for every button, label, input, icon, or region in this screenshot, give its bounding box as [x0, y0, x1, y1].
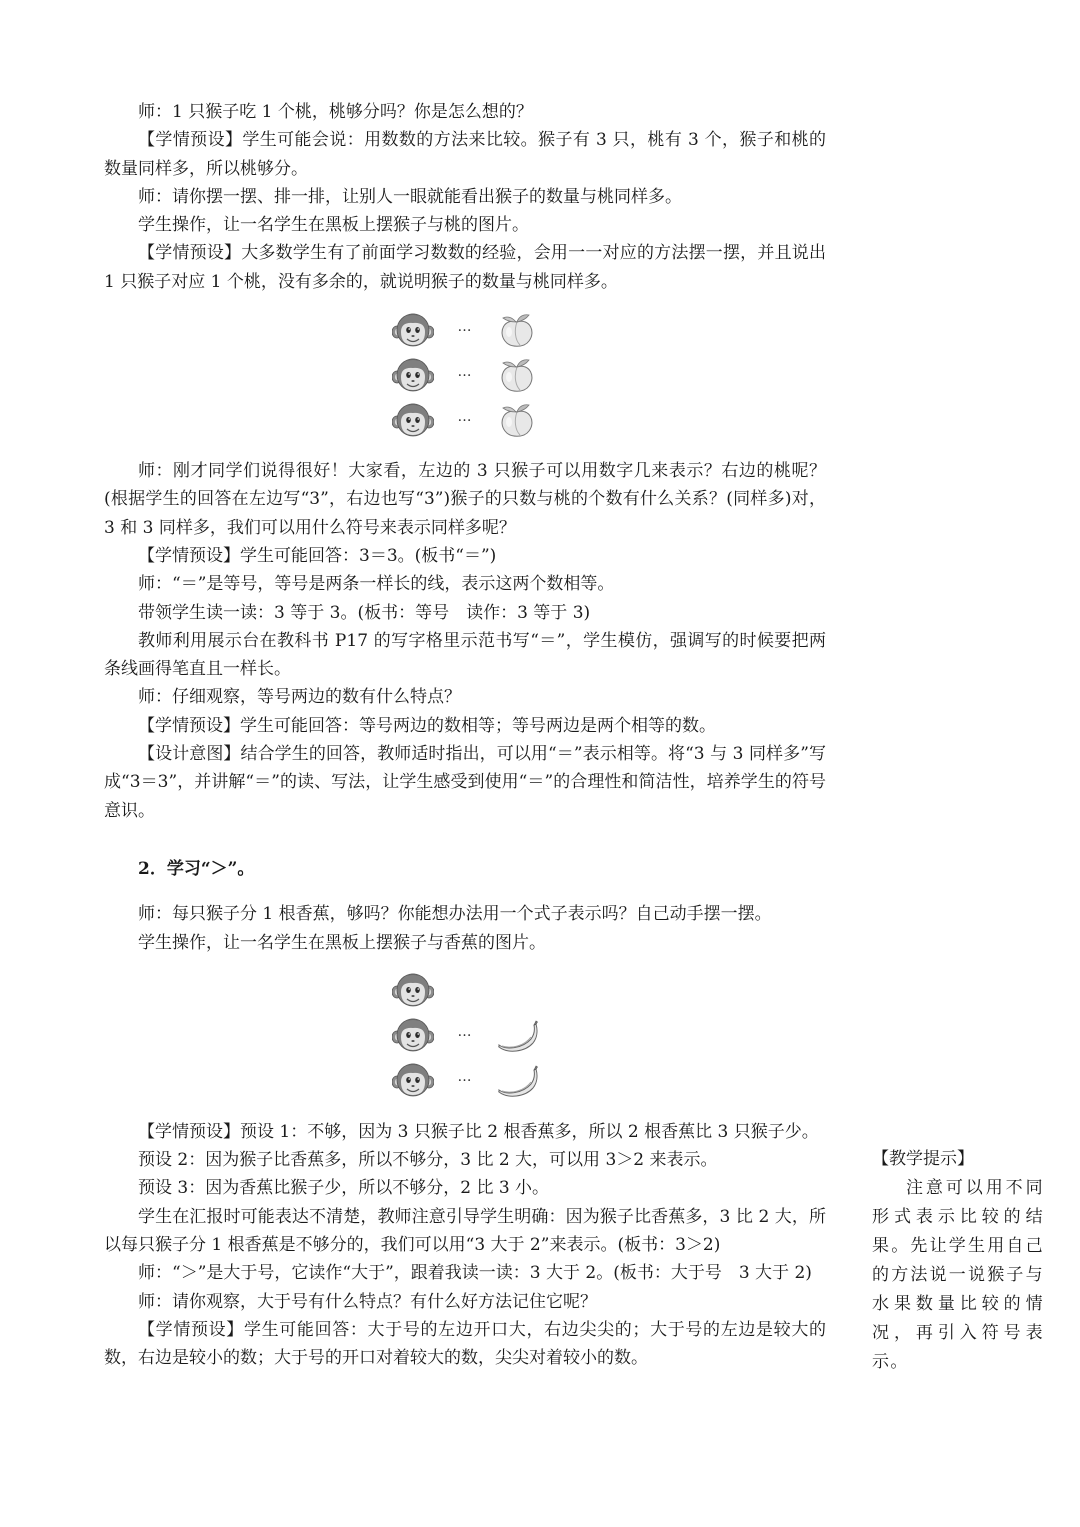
- paragraph: 师：1 只猴子吃 1 个桃，桃够分吗？你是怎么想的？: [138, 102, 533, 122]
- ellipsis: …: [457, 363, 473, 380]
- figure-monkeys-bananas: [104, 969, 826, 1104]
- paragraph: 【学情预设】学生可能回答：3＝3。(板书“＝”): [138, 545, 497, 566]
- figure-row: [104, 969, 826, 1014]
- paragraph: 【学情预设】学生可能回答：大于号的左边开口大，右边尖尖的；大于号的左边是较大的数，右边是较小的数；大于号的开口对着较大的数，尖尖对着较小的数。: [104, 1319, 826, 1369]
- peach-icon: [496, 400, 538, 442]
- monkey-icon: [392, 1015, 434, 1057]
- paragraph: 【设计意图】结合学生的回答，教师适时指出，可以用“＝”表示相等。将“3 与 3 同样多”写成“3＝3”，并讲解“＝”的读、写法，让学生感受到使用“＝”的合理性和简洁性，培养学生的符号意识。: [104, 744, 826, 821]
- paragraph: 师：仔细观察，等号两边的数有什么特点？: [138, 687, 461, 708]
- figure-row: [104, 353, 826, 398]
- paragraph: 师：刚才同学们说得很好！大家看，左边的 3 只猴子可以用数字几来表示？右边的桃呢？(根据学生的回答在左边写“3”，右边也写“3”)猴子的只数与桃的个数有什么关系？(同样多)对，3 和 3 同样多，我们可以用什么符号来表示同样多呢？: [104, 461, 826, 538]
- paragraph: 【学情预设】预设 1：不够，因为 3 只猴子比 2 根香蕉多，所以 2 根香蕉比 3 只猴子少。: [138, 1121, 819, 1142]
- banana-icon: [496, 1060, 538, 1102]
- figure-row: [104, 1014, 826, 1059]
- paragraph: 带领学生读一读：3 等于 3。(板书：等号 读作：3 等于 3): [138, 602, 591, 623]
- teaching-tip-sidebar: [872, 1145, 1044, 1377]
- peach-icon: [496, 355, 538, 397]
- figure-monkeys-peaches: [104, 308, 826, 443]
- monkey-icon: [392, 970, 434, 1012]
- monkey-icon: [392, 400, 434, 442]
- monkey-icon: [392, 310, 434, 352]
- section-heading: 2．学习“＞”。: [138, 858, 255, 879]
- monkey-icon: [392, 355, 434, 397]
- ellipsis: …: [457, 408, 473, 425]
- paragraph: 【学情预设】学生可能会说：用数数的方法来比较。猴子有 3 只，桃有 3 个，猴子和桃的数量同样多，所以桃够分。: [104, 130, 826, 179]
- figure-row: [104, 1059, 826, 1104]
- empty-slot: [496, 970, 538, 1012]
- sidebar-title: 【教学提示】: [872, 1149, 974, 1169]
- ellipsis: …: [457, 1069, 473, 1086]
- paragraph: 学生在汇报时可能表达不清楚，教师注意引导学生明确：因为猴子比香蕉多，3 比 2 大，所以每只猴子分 1 根香蕉是不够分的，我们可以用“3 大于 2”来表示。(板书：3＞2): [104, 1206, 826, 1256]
- paragraph: 学生操作，让一名学生在黑板上摆猴子与香蕉的图片。: [138, 932, 546, 953]
- paragraph: 预设 2：因为猴子比香蕉多，所以不够分，3 比 2 大，可以用 3＞2 来表示。: [138, 1150, 718, 1171]
- paragraph: 师：“＝”是等号，等号是两条一样长的线，表示这两个数相等。: [138, 574, 615, 595]
- figure-row: [104, 398, 826, 443]
- sidebar-body: 注意可以用不同形式表示比较的结果。先让学生用自己的方法说一说猴子与水果数量比较的情况，再引入符号表示。: [872, 1178, 1044, 1372]
- paragraph: 【学情预设】大多数学生有了前面学习数数的经验，会用一一对应的方法摆一摆，并且说出 1 只猴子对应 1 个桃，没有多余的，就说明猴子的数量与桃同样多。: [104, 243, 826, 292]
- paragraph: 师：请你观察，大于号有什么特点？有什么好方法记住它呢？: [138, 1291, 597, 1312]
- paragraph: 师：请你摆一摆、排一排，让别人一眼就能看出猴子的数量与桃同样多。: [138, 186, 682, 207]
- paragraph: 预设 3：因为香蕉比猴子少，所以不够分，2 比 3 小。: [138, 1178, 550, 1199]
- figure-row: [104, 308, 826, 353]
- paragraph: 【学情预设】学生可能回答：等号两边的数相等；等号两边是两个相等的数。: [138, 715, 716, 736]
- paragraph: 师：每只猴子分 1 根香蕉，够吗？你能想办法用一个式子表示吗？自己动手摆一摆。: [138, 904, 772, 925]
- peach-icon: [496, 310, 538, 352]
- banana-icon: [496, 1015, 538, 1057]
- paragraph: 学生操作，让一名学生在黑板上摆猴子与桃的图片。: [138, 215, 529, 236]
- ellipsis: …: [457, 1024, 473, 1041]
- paragraph: 师：“＞”是大于号，它读作“大于”，跟着我读一读：3 大于 2。(板书：大于号 3 大于 2): [138, 1263, 812, 1284]
- ellipsis: …: [457, 318, 473, 335]
- main-content: [104, 98, 826, 1373]
- paragraph: 教师利用展示台在教科书 P17 的写字格里示范书写“＝”，学生模仿，强调写的时候要把两条线画得笔直且一样长。: [104, 630, 826, 680]
- monkey-icon: [392, 1060, 434, 1102]
